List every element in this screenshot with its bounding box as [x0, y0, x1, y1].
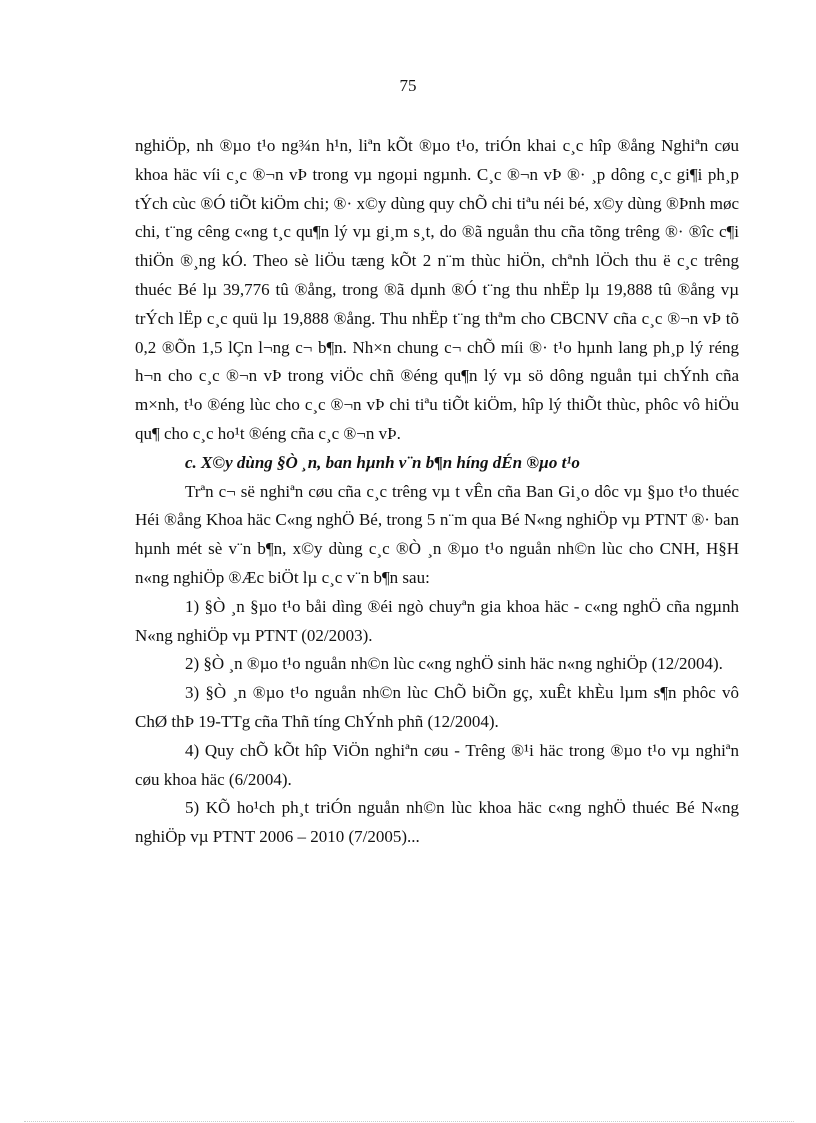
page-body: [135, 132, 739, 852]
paragraph-finance: nghiÖp, nh ®µo t¹o ng¾n h¹n, liªn kÕt ®µo t¹o, triÓn khai c¸c hîp ®ång Nghiªn cøu khoa häc víi c¸c ®¬n vÞ trong vµ ngoµi ngµnh. C¸c ®¬n vÞ ®· ¸p dông c¸c gi¶i ph¸p tÝch cùc ®Ó tiÕt kiÖm chi; ®· x©y dùng quy chÕ chi tiªu néi bé, x©y dùng ®Þnh møc chi, t¨ng cêng c«ng t¸c qu¶n lý vµ gi¸m s¸t, do ®ã nguån thu cña tõng trêng ®· ®îc c¶i thiÖn ®¸ng kÓ. Theo sè liÖu tæng kÕt 2 n¨m thùc hiÖn, chªnh lÖch thu ë c¸c trêng thuéc Bé lµ 39,776 tû ®ång, trong ®ã dµnh ®Ó t¨ng thu nhËp lµ 19,888 tû ®ång vµ trÝch lËp c¸c quü lµ 19,888 ®ång. Thu nhËp t¨ng thªm cho CBCNV cña c¸c ®¬n vÞ tõ 0,2 ®Õn 1,5 lÇn l¬ng c¬ b¶n. Nh×n chung c¬ chÕ míi ®· t¹o hµnh lang ph¸p lý réng h¬n cho c¸c ®¬n vÞ trong viÖc chñ ®éng qu¶n lý vµ sö dông nguån tµi chÝnh cña m×nh, t¹o ®éng lùc cho c¸c ®¬n vÞ chi tiªu tiÕt kiÖm, hîp lý thiÕt thùc, phôc vô hiÖu qu¶ cho c¸c ho¹t ®éng cña c¸c ®¬n vÞ.: [135, 136, 739, 443]
list-item: 1) §Ò ¸n §µo t¹o båi dìng ®éi ngò chuyªn gia khoa häc - c«ng nghÖ cña ngµnh N«ng nghiÖp vµ PTNT (02/2003).: [135, 596, 739, 645]
section-heading-c: c. X©y dùng §Ò ¸n, ban hµnh v¨n b¶n híng dÉn ®µo t¹o: [185, 452, 580, 472]
list-item: 5) KÕ ho¹ch ph¸t triÓn nguån nh©n lùc khoa häc c«ng nghÖ thuéc Bé N«ng nghiÖp vµ PTNT 2006 – 2010 (7/2005)...: [135, 798, 739, 847]
list-item: 2) §Ò ¸n ®µo t¹o nguån nh©n lùc c«ng nghÖ sinh häc n«ng nghiÖp (12/2004).: [185, 654, 723, 674]
list-item: 3) §Ò ¸n ®µo t¹o nguån nh©n lùc ChÕ biÕn gç, xuÊt khÈu lµm s¶n phôc vô ChØ thÞ 19-TTg cña Thñ tíng ChÝnh phñ (12/2004).: [135, 683, 739, 731]
paragraph-intro-documents: Trªn c¬ së nghiªn cøu cña c¸c trêng vµ t vÊn cña Ban Gi¸o dôc vµ §µo t¹o thuéc Héi ®ång Khoa häc C«ng nghÖ Bé, trong 5 n¨m qua Bé N«ng nghiÖp vµ PTNT ®· ban hµnh mét sè v¨n b¶n, x©y dùng c¸c ®Ò ¸n ®µo t¹o nguån nh©n lùc cho CNH, H§H n«ng nghiÖp ®Æc biÖt lµ c¸c v¨n b¶n sau:: [135, 481, 739, 587]
page-number: 75: [399, 76, 417, 95]
page-bottom-divider: [24, 1121, 794, 1122]
list-item: 4) Quy chÕ kÕt hîp ViÖn nghiªn cøu - Trêng ®¹i häc trong ®µo t¹o vµ nghiªn cøu khoa häc (6/2004).: [135, 740, 739, 789]
